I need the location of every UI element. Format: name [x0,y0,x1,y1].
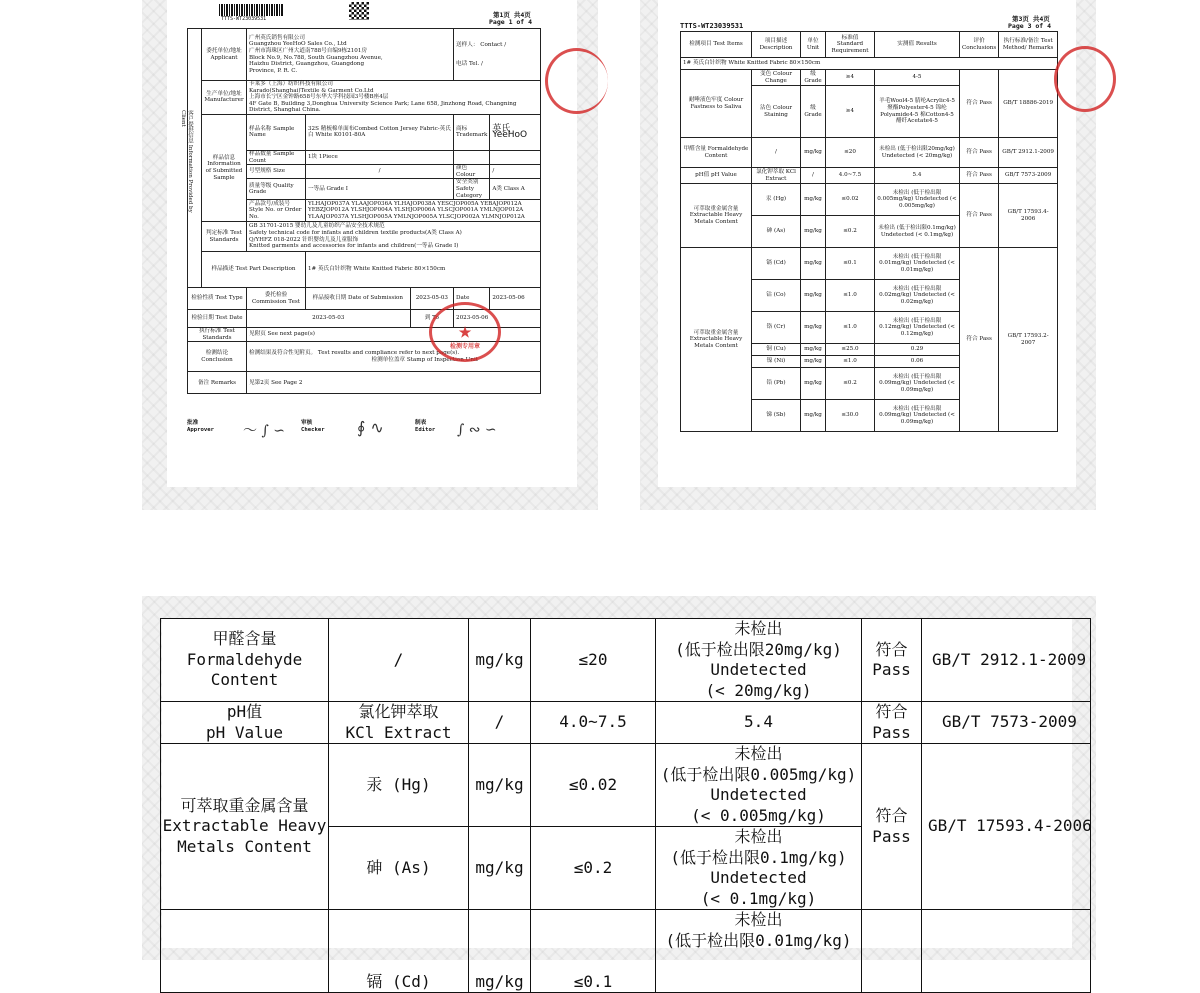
th-description: 项目描述 Description [752,32,801,58]
remarks-label: 备注 Remarks [188,372,247,394]
date-label: Date [454,288,490,310]
cell-unit: mg/kg [801,356,826,368]
page3-table [680,31,1058,432]
safety-value: A类 Class A [490,179,541,200]
checker-signature: ∮ ∿ [357,418,384,437]
formaldehyde-std: ≤20 [531,619,656,702]
cell-unit: mg/kg [801,344,826,356]
table-row [681,168,1058,184]
manufacturer-name-en: Karado(Shanghai)Textile & Garment Co.Ltd [249,87,374,94]
as-result: (低于检出限0.1mg/kg) [670,847,847,867]
cell-unit: mg/kg [801,368,826,400]
cell-unit: mg/kg [801,216,826,248]
cell-concl: 符合 Pass [960,70,999,138]
desc-label: 样品描述 Test Part Description [202,252,306,288]
sample-name-value: 32S 精梳棉单面布Combed Cotton Jersey Fabric-英氏白 White K0101-80A [306,114,454,150]
cell-desc: 汞 (Hg) [752,184,801,216]
as-result: (< 0.1mg/kg) [700,888,817,908]
qr-code [349,2,369,20]
standard-line: GB 31701-2015 婴幼儿及儿童纺织产品安全技术规范 [249,223,385,230]
standard-line: Knitted garments and accessories for infants and children(一等品 Grade I) [249,243,459,250]
cd-desc: 镉 (Cd) [329,910,469,993]
page-number-en: Page 1 of 4 [489,18,533,26]
cell-std: ≤20 [826,138,875,168]
page3-edge-stamp [1054,46,1116,112]
colour-label: 颜色 Colour [454,165,490,179]
ph-std: 4.0~7.5 [531,702,656,744]
as-result: 未检出 [734,827,783,846]
formaldehyde-method: GB/T 2912.1-2009 [922,619,1091,702]
grade-label: 质量等级 Quality Grade [247,179,306,200]
ph-item-en: pH Value [205,722,284,742]
cell-concl: 符合 Pass [960,184,999,248]
cell-std: ≤1.0 [826,280,875,312]
applicant-name-cn: 广州英氏销售有限公司 [249,34,305,41]
ph-item-cn: pH值 [226,702,263,721]
zoom-frame [142,596,1096,991]
cell-std: 4.0~7.5 [826,168,875,184]
sample-row: 1# 英氏白针织物 White Knitted Fabric 80×150cm [681,58,1058,70]
formaldehyde-result: (低于检出限20mg/kg) [675,639,842,659]
hg-result: 未检出 [734,744,783,763]
cell-std: ≥4 [826,70,875,86]
exec-std-value: 见附页 See next page(s) [247,328,541,342]
cell-concl: 符合 Pass [960,168,999,184]
cell-result: 未检出 (低于检出限20mg/kg) Undetected (< 20mg/kg) [875,138,960,168]
ph-method: GB/T 7573-2009 [922,702,1091,744]
cell-unit: 级 Grade [801,86,826,138]
metals-conclusion-en: Pass [872,826,911,846]
as-desc: 砷 (As) [329,827,469,910]
page-number-cn: 第1页 共4页 [493,11,531,19]
cell-std: ≤0.2 [826,368,875,400]
manufacturer-address-en: 4F Gate B, Building 3,Donghua University Science Park; Lane 658, Jinzhong Road, Changning District, Shanghai China. [249,100,517,114]
metals-method: GB/T 17593.4-2006 [922,744,1091,910]
as-std: ≤0.2 [531,827,656,910]
cell-unit: / [801,168,826,184]
cell-result: 4-5 [875,70,960,86]
cell-method: GB/T 18886-2019 [999,70,1058,138]
th-test-items: 检测项目 Test Items [681,32,752,58]
test-type-value: 委托检验 Commission Test [247,288,306,310]
inspection-stamp: ★ 检测专用章 [429,302,501,362]
colour-value: / [490,165,541,179]
stamp-text: 检测专用章 [449,343,480,350]
cell-unit: mg/kg [801,312,826,344]
tel-value: / [480,60,483,67]
style-line: YLAAJOP037A YLSHJOP005A YMLNJOP005A YLSCJOP002A YLMNJOP012A [308,213,525,220]
hg-row [161,744,1091,827]
cd-row [161,910,1091,993]
formaldehyde-result: Undetected [710,660,807,679]
applicant-label: 委托单位/地址 Applicant [202,29,247,81]
trademark-label: 商标 Trademark [454,114,490,150]
cell-result: 羊毛Wool4-5 腈纶Acrylic4-5 聚酯Polyester4-5 锦纶Polyamide4-5 棉Cotton4-5 醋纤Acetate4-5 [875,86,960,138]
as-unit: mg/kg [469,827,531,910]
hg-result: (低于检出限0.005mg/kg) [660,764,857,784]
cell-concl: 符合 Pass [960,138,999,168]
formaldehyde-conclusion-cn: 符合 [875,639,908,659]
cell-unit: mg/kg [801,400,826,432]
ph-unit: / [469,702,531,744]
standard-label: 判定标准 Test Standards [202,222,247,252]
th-method: 执行标准/备注 Test Method/ Remarks [999,32,1058,58]
conclusion-label: 检测结论 Conclusion [188,342,247,372]
sample-count-label: 样品数量 Sample Count [247,150,306,164]
standard-line: Q/YHFZ 018-2022 针织婴幼儿及儿童服饰 [249,236,359,243]
conclusion-value: 检测结果及符合性见附页。 Test results and compliance refer to next page(s). [249,350,460,357]
contact-value: / [504,41,507,48]
page3-number-en: Page 3 of 4 [1008,22,1052,30]
manufacturer-name-cn: 卡莱多（上海）纺织科技有限公司 [249,81,333,87]
page3-number-cn: 第3页 共4页 [1012,15,1050,23]
cell-desc: 钴 (Co) [752,280,801,312]
approver-label: 批准 Approver [187,420,214,433]
style-label: 产品款号/成装号 Style No. or Order No. [247,200,306,222]
cell-desc: 沾色 Colour Staining [752,86,801,138]
applicant-address-cn: 广州市海珠区广州大道南788号自编9栋2101房 [249,47,367,54]
as-result: Undetected [710,868,807,887]
cell-result: 未检出 (低于检出限0.005mg/kg) Undetected (< 0.005mg/kg) [875,184,960,216]
test-date-label: 检验日期 Test Date [188,310,247,328]
style-line: YLHAJOP037A YLAAJOP036A YLHAJOP038A YESCJOP005A YEBAJOP012A [308,200,522,207]
cell-result: 未检出 (低于检出限0.12mg/kg) Undetected (< 0.12mg/kg) [875,312,960,344]
date-value: 2023-05-06 [490,288,541,310]
cell-unit: 级 Grade [801,70,826,86]
sample-count-value: 1块 1Piece [306,150,454,164]
cell-desc: 镉 (Cd) [752,248,801,280]
cell-item: pH值 pH Value [681,168,752,184]
table-row [681,70,1058,86]
cell-desc: 砷 (As) [752,216,801,248]
th-conclusions: 评价 Conclusions [960,32,999,58]
cell-result: 未检出 (低于检出限0.09mg/kg) Undetected (< 0.09mg/kg) [875,400,960,432]
cell-std: ≤0.2 [826,216,875,248]
metals-item-cn: 可萃取重金属含量 [180,795,309,815]
client-provided-label: 客户提供信息 Information Provided by Client [180,110,193,213]
cell-desc: 锑 (Sb) [752,400,801,432]
sample-name-label: 样品名称 Sample Name [247,114,306,150]
cell-desc: 氯化钾萃取 KCl Extract [752,168,801,184]
cell-result: 0.29 [875,344,960,356]
cell-std: ≤25.0 [826,344,875,356]
barcode [219,4,283,16]
trademark-value: 英氏 YeeHoO [490,114,541,150]
page1-paper [167,0,577,487]
zoom-paper [162,618,1092,991]
cell-result: 未检出 (低于检出限0.1mg/kg) Undetected (< 0.1mg/kg) [875,216,960,248]
cell-std: ≤1.0 [826,356,875,368]
formaldehyde-result: 未检出 [734,619,783,638]
ph-conclusion-en: Pass [872,722,911,742]
safety-label: 安全类别 Safety Category [454,179,490,200]
cell-result: 未检出 (低于检出限0.02mg/kg) Undetected (< 0.02mg/kg) [875,280,960,312]
cell-std: ≤1.0 [826,312,875,344]
cell-result: 5.4 [875,168,960,184]
cell-item: 甲醛含量 Formaldehyde Content [681,138,752,168]
cell-item: 可萃取重金属含量 Extractable Heavy Metals Content [681,184,752,248]
desc-value: 1# 英氏白针织物 White Knitted Fabric 80×150cm [306,252,541,288]
remarks-value: 见第2页 See Page 2 [247,372,541,394]
checker-label: 审核 Checker [301,420,325,433]
formaldehyde-conclusion-en: Pass [872,660,911,679]
applicant-address-en: Block No.9, No.788, South Guangzhou Avenue, Haizhu District, Guangzhou, Guangdong Province, P. R. C. [249,54,383,74]
cell-concl: 符合 Pass [960,248,999,432]
cell-desc: 变色 Colour Change [752,70,801,86]
barcode-text: TTTS-WT23039531 [221,16,267,22]
formaldehyde-desc: / [329,619,469,702]
ph-desc-en: KCl Extract [345,722,452,742]
ph-row [161,702,1091,744]
contact-label: 送样人： Contact [456,41,503,48]
grade-value: 一等品 Grade I [306,179,454,200]
cell-unit: mg/kg [801,280,826,312]
cell-item: 可萃取重金属含量 Extractable Heavy Metals Content [681,248,752,432]
zoom-table [160,618,1091,993]
table-row [681,184,1058,216]
test-date-from: 2023-05-03 [247,310,411,328]
stamp-unit-label: 检测单位盖章 Stamp of Inspection Unit [371,356,478,363]
hg-desc: 汞 (Hg) [329,744,469,827]
manufacturer-address-cn: 上海市长宁区金钟路658号东华大学科技园3号楼B座4层 [249,94,389,101]
date-sub-value: 2023-05-03 [410,288,453,310]
page1-frame [142,0,598,510]
cell-unit: mg/kg [801,184,826,216]
metals-item-en: Metals Content [177,836,312,856]
page3-frame [640,0,1096,510]
cell-std: ≤0.02 [826,184,875,216]
formaldehyde-item-en: Formaldehyde [186,649,303,669]
cell-item: 耐唾液色牢度 Colour Fastness to Saliva [681,70,752,138]
th-results: 实测值 Results [875,32,960,58]
th-standard: 标准值 Standard Requirement [826,32,875,58]
cell-desc: 铬 (Cr) [752,312,801,344]
metals-item-en: Extractable Heavy [162,816,327,836]
formaldehyde-unit: mg/kg [469,619,531,702]
formaldehyde-item-en: Content [210,670,279,690]
cell-unit: mg/kg [801,248,826,280]
style-line: YEBZJOP012A YLSHJOP004A YLSHJOP006A YLSCJOP001A YMLNJOP012A [308,207,524,214]
metals-conclusion-cn: 符合 [875,806,908,825]
edge-stamp [545,48,608,114]
cell-std: ≤0.1 [826,248,875,280]
hg-unit: mg/kg [469,744,531,827]
formaldehyde-item-cn: 甲醛含量 [212,629,277,649]
table-row [681,248,1058,280]
cell-result: 未检出 (低于检出限0.01mg/kg) Undetected (< 0.01mg/kg) [875,248,960,280]
table-row [681,138,1058,168]
manufacturer-label: 生产单位/地址 Manufacturer [202,81,247,115]
page3-paper [658,0,1076,487]
test-type-label: 检验性质 Test Type [188,288,247,310]
cell-unit: mg/kg [801,138,826,168]
standard-line: Safety technical code for infants and children textile products(A类 Class A) [249,230,462,237]
tel-label: 电话 Tel. [456,60,480,67]
test-date-to-label: 到 To [410,310,453,328]
cd-result: (低于检出限0.01mg/kg) [665,930,852,950]
cell-desc: / [752,138,801,168]
approver-signature: 〜 ∫ ∽ [243,423,285,439]
exec-std-label: 执行标准 Test Standards [188,328,247,342]
cd-std: ≤0.1 [531,910,656,993]
editor-label: 制表 Editor [415,420,436,433]
cell-desc: 铅 (Pb) [752,368,801,400]
cd-unit: mg/kg [469,910,531,993]
cell-std: ≤30.0 [826,400,875,432]
applicant-name-en: Guangzhou YeeHoO Sales Co., Ltd [249,41,347,48]
cell-method: GB/T 17593.4-2006 [999,184,1058,248]
cell-std: ≥4 [826,86,875,138]
cell-desc: 铜 (Cu) [752,344,801,356]
cell-result: 0.06 [875,356,960,368]
size-label: 号型规格 Size [247,165,306,179]
hg-result: Undetected [710,785,807,804]
hg-result: (< 0.005mg/kg) [691,805,826,825]
size-value: / [306,165,454,179]
editor-signature: ∫ ∾ ∽ [457,422,497,438]
hg-std: ≤0.02 [531,744,656,827]
ph-conclusion-cn: 符合 [875,702,908,721]
ph-result: 5.4 [656,702,862,744]
cd-result: 未检出 [734,910,783,929]
report-number: TTTS-WT23039531 [680,22,744,30]
ph-desc-cn: 氯化钾萃取 [358,702,439,721]
date-sub-label: 样品接收日期 Date of Submission [306,288,411,310]
cell-desc: 镍 (Ni) [752,356,801,368]
th-unit: 单位 Unit [801,32,826,58]
sample-info-label: 样品信息 Information of Submitted Sample [202,114,247,221]
cell-result: 未检出 (低于检出限0.09mg/kg) Undetected (< 0.09mg/kg) [875,368,960,400]
formaldehyde-row [161,619,1091,702]
cell-method: GB/T 2912.1-2009 [999,138,1058,168]
test-date-to: 2023-05-06 [454,310,541,328]
cell-method: GB/T 17593.2-2007 [999,248,1058,432]
cell-method: GB/T 7573-2009 [999,168,1058,184]
formaldehyde-result: (< 20mg/kg) [705,680,812,700]
